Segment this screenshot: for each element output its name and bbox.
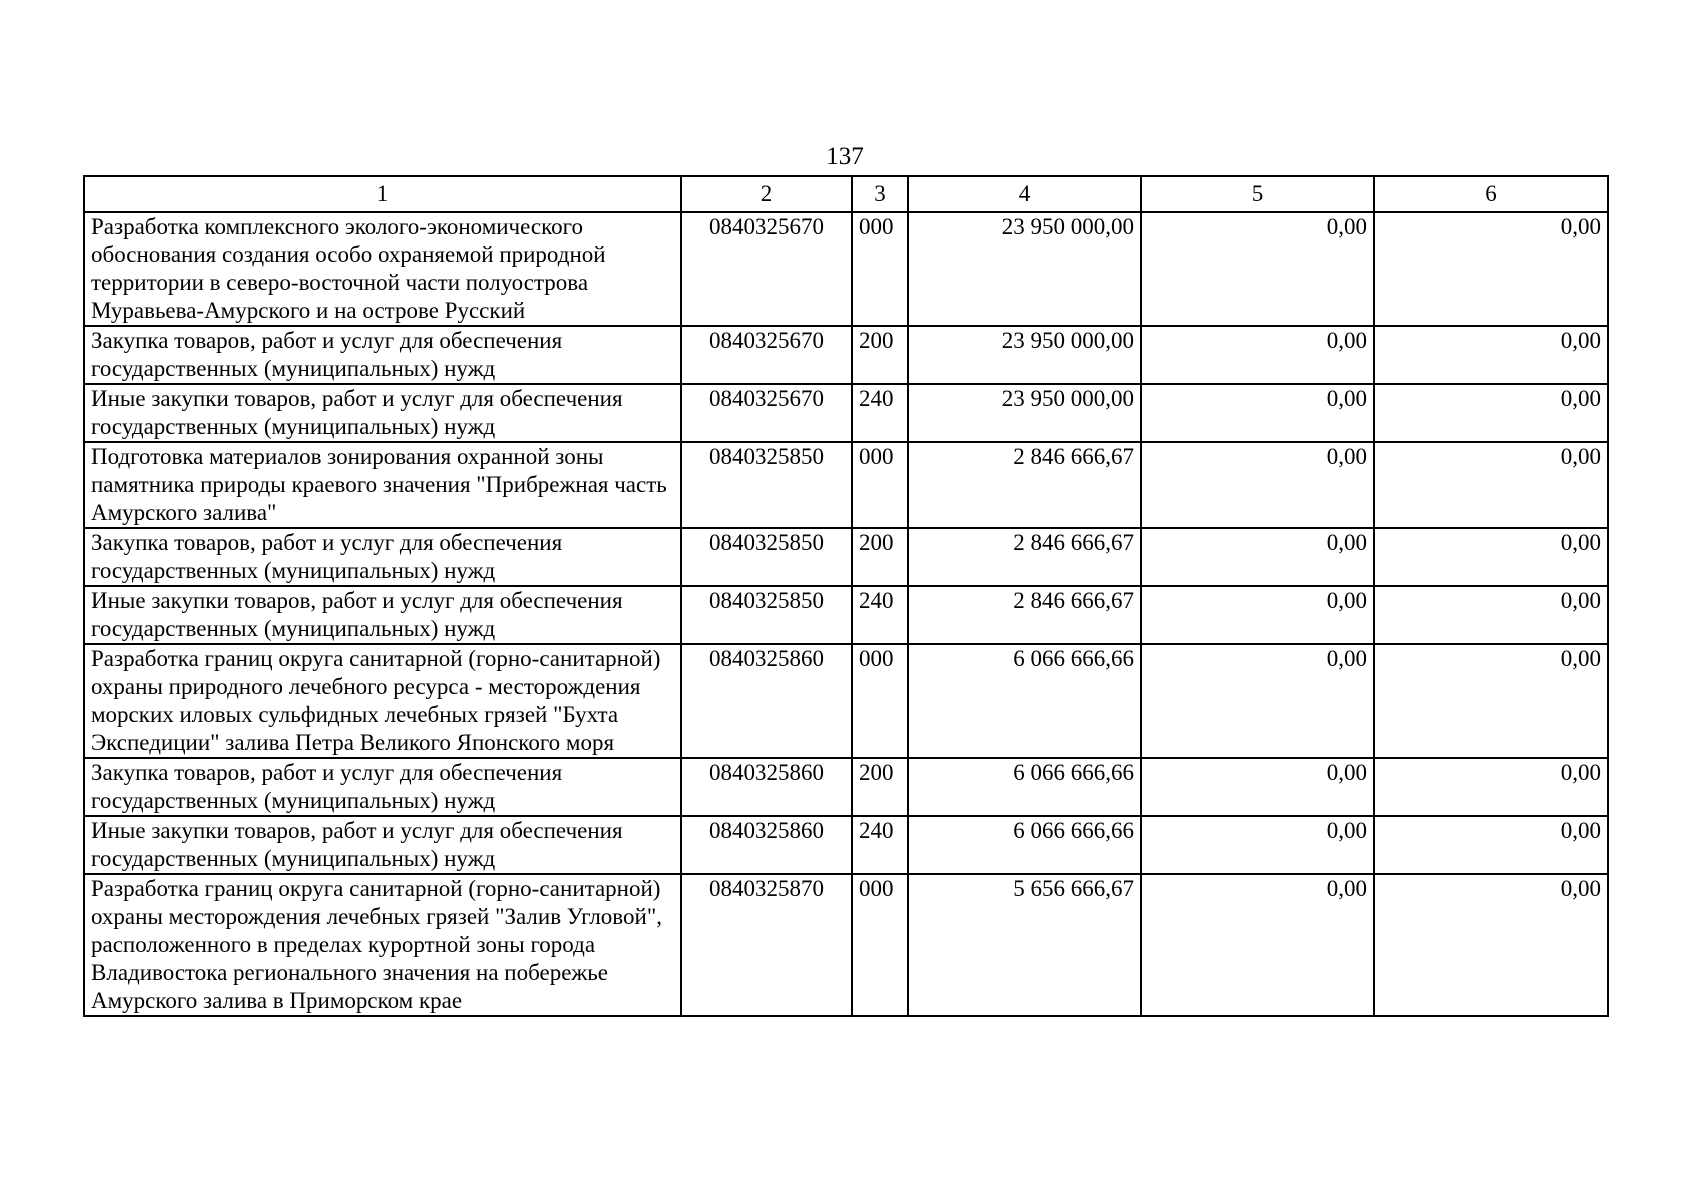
target-code: 0840325850 <box>681 528 852 586</box>
column-header: 5 <box>1141 176 1374 212</box>
expense-type: 000 <box>852 874 908 1016</box>
amount-col5: 0,00 <box>1141 442 1374 528</box>
table-row <box>84 384 1608 442</box>
target-code: 0840325870 <box>681 874 852 1016</box>
item-name: Иные закупки товаров, работ и услуг для обеспечения государственных (муниципальных) нужд <box>84 384 681 442</box>
amount-col4: 5 656 666,67 <box>908 874 1141 1016</box>
amount-col6: 0,00 <box>1374 528 1608 586</box>
item-name: Закупка товаров, работ и услуг для обеспечения государственных (муниципальных) нужд <box>84 326 681 384</box>
amount-col4: 6 066 666,66 <box>908 644 1141 758</box>
amount-col4: 2 846 666,67 <box>908 442 1141 528</box>
target-code: 0840325860 <box>681 758 852 816</box>
amount-col6: 0,00 <box>1374 212 1608 326</box>
amount-col4: 6 066 666,66 <box>908 816 1141 874</box>
target-code: 0840325670 <box>681 326 852 384</box>
expense-type: 200 <box>852 758 908 816</box>
expense-type: 000 <box>852 212 908 326</box>
table-row <box>84 528 1608 586</box>
page-number: 137 <box>826 143 864 170</box>
table-row <box>84 586 1608 644</box>
amount-col5: 0,00 <box>1141 326 1374 384</box>
table-row <box>84 816 1608 874</box>
header-row <box>84 176 1608 212</box>
expense-type: 000 <box>852 442 908 528</box>
table-row <box>84 644 1608 758</box>
budget-table <box>83 175 1609 1017</box>
table-row <box>84 212 1608 326</box>
column-header: 1 <box>84 176 681 212</box>
target-code: 0840325850 <box>681 442 852 528</box>
column-header: 4 <box>908 176 1141 212</box>
amount-col6: 0,00 <box>1374 758 1608 816</box>
column-header: 6 <box>1374 176 1608 212</box>
amount-col4: 2 846 666,67 <box>908 586 1141 644</box>
amount-col6: 0,00 <box>1374 326 1608 384</box>
item-name: Закупка товаров, работ и услуг для обеспечения государственных (муниципальных) нужд <box>84 528 681 586</box>
amount-col5: 0,00 <box>1141 212 1374 326</box>
target-code: 0840325670 <box>681 384 852 442</box>
table-row <box>84 874 1608 1016</box>
item-name: Разработка границ округа санитарной (горно-санитарной) охраны месторождения лечебных грязей "Залив Угловой", расположенного в пределах курортной зоны города Владивостока регионального значения на побережье Амурского залива в Приморском крае <box>84 874 681 1016</box>
table-row <box>84 758 1608 816</box>
amount-col5: 0,00 <box>1141 384 1374 442</box>
item-name: Разработка границ округа санитарной (горно-санитарной) охраны природного лечебного ресурса - месторождения морских иловых сульфидных лечебных грязей "Бухта Экспедиции" залива Петра Великого Японского моря <box>84 644 681 758</box>
expense-type: 200 <box>852 326 908 384</box>
amount-col5: 0,00 <box>1141 874 1374 1016</box>
target-code: 0840325850 <box>681 586 852 644</box>
amount-col6: 0,00 <box>1374 816 1608 874</box>
amount-col5: 0,00 <box>1141 644 1374 758</box>
amount-col6: 0,00 <box>1374 874 1608 1016</box>
amount-col5: 0,00 <box>1141 816 1374 874</box>
target-code: 0840325670 <box>681 212 852 326</box>
column-header: 3 <box>852 176 908 212</box>
amount-col6: 0,00 <box>1374 586 1608 644</box>
amount-col6: 0,00 <box>1374 442 1608 528</box>
expense-type: 240 <box>852 384 908 442</box>
target-code: 0840325860 <box>681 644 852 758</box>
amount-col5: 0,00 <box>1141 758 1374 816</box>
expense-type: 000 <box>852 644 908 758</box>
target-code: 0840325860 <box>681 816 852 874</box>
expense-type: 200 <box>852 528 908 586</box>
item-name: Иные закупки товаров, работ и услуг для обеспечения государственных (муниципальных) нужд <box>84 586 681 644</box>
amount-col5: 0,00 <box>1141 586 1374 644</box>
amount-col4: 2 846 666,67 <box>908 528 1141 586</box>
table-row <box>84 442 1608 528</box>
amount-col4: 23 950 000,00 <box>908 326 1141 384</box>
amount-col4: 23 950 000,00 <box>908 212 1141 326</box>
amount-col6: 0,00 <box>1374 384 1608 442</box>
amount-col4: 23 950 000,00 <box>908 384 1141 442</box>
expense-type: 240 <box>852 586 908 644</box>
item-name: Иные закупки товаров, работ и услуг для обеспечения государственных (муниципальных) нужд <box>84 816 681 874</box>
amount-col4: 6 066 666,66 <box>908 758 1141 816</box>
amount-col6: 0,00 <box>1374 644 1608 758</box>
expense-type: 240 <box>852 816 908 874</box>
amount-col5: 0,00 <box>1141 528 1374 586</box>
item-name: Подготовка материалов зонирования охранной зоны памятника природы краевого значения "Прибрежная часть Амурского залива" <box>84 442 681 528</box>
item-name: Разработка комплексного эколого-экономического обоснования создания особо охраняемой природной территории в северо-восточной части полуострова Муравьева-Амурского и на острове Русский <box>84 212 681 326</box>
table-row <box>84 326 1608 384</box>
column-header: 2 <box>681 176 852 212</box>
item-name: Закупка товаров, работ и услуг для обеспечения государственных (муниципальных) нужд <box>84 758 681 816</box>
